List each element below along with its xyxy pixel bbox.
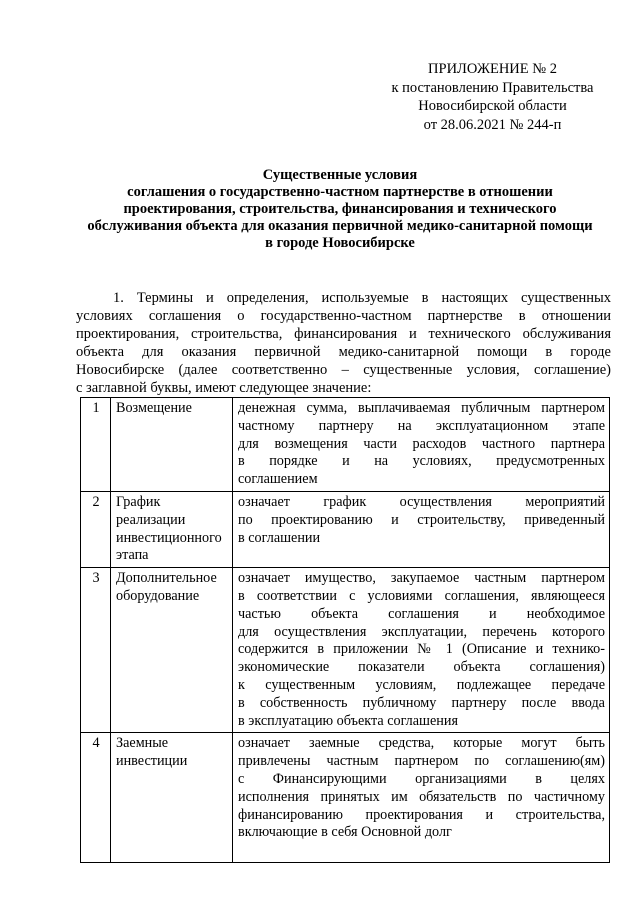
row-number: 4 bbox=[81, 733, 111, 863]
appendix-region: Новосибирской области bbox=[418, 98, 567, 114]
definition-line: соглашением bbox=[238, 471, 318, 488]
intro-line: с заглавной буквы, имеют следующее значение: bbox=[76, 380, 372, 396]
title-line: в городе Новосибирске bbox=[265, 235, 415, 251]
definition-cell bbox=[233, 733, 610, 863]
definition-line: частью объекта соглашения и необходимое bbox=[238, 605, 605, 622]
definition-cell bbox=[233, 568, 610, 733]
intro-line: 1. Термины и определения, используемые в настоящих существенных bbox=[113, 290, 611, 306]
intro-line: проектирования, строительства, финансирования и технического обслуживания bbox=[76, 326, 611, 342]
definition-line: для осуществления эксплуатации, перечень которого bbox=[238, 623, 605, 640]
title-line: соглашения о государственно-частном партнерстве в отношении bbox=[127, 184, 553, 200]
term-cell bbox=[111, 491, 233, 567]
term-line: оборудование bbox=[116, 587, 200, 604]
definition-line: финансированию проектирования и строительства, bbox=[238, 806, 605, 823]
term-line: этапа bbox=[116, 547, 149, 564]
row-number: 2 bbox=[81, 491, 111, 567]
definition-line: означает заемные средства, которые могут быть bbox=[238, 735, 605, 752]
term-line: Дополнительное bbox=[116, 570, 217, 587]
definition-line: в порядке и на условиях, предусмотренных bbox=[238, 453, 605, 470]
definition-line: в соответствии с условиями соглашения, являющееся bbox=[238, 587, 605, 604]
appendix-number: ПРИЛОЖЕНИЕ № 2 bbox=[428, 61, 557, 77]
definition-spacer bbox=[238, 842, 605, 860]
definition-line: содержится в приложении № 1 (Описание и технико- bbox=[238, 641, 605, 658]
definition-line: в собственность публичному партнеру после ввода bbox=[238, 694, 605, 711]
term-cell bbox=[111, 398, 233, 492]
row-number: 1 bbox=[81, 398, 111, 492]
term-line: инвестиционного bbox=[116, 529, 222, 546]
definition-cell bbox=[233, 491, 610, 567]
appendix-date: от 28.06.2021 № 244-п bbox=[423, 116, 562, 133]
definition-line: означает имущество, закупаемое частным партнером bbox=[238, 570, 605, 587]
document-title bbox=[70, 167, 610, 252]
intro-line: условиях соглашения о государственно-частном партнерстве в отношении bbox=[76, 308, 611, 324]
title-line: Существенные условия bbox=[262, 167, 418, 183]
definition-line: для возмещения части расходов частного партнера bbox=[238, 435, 605, 452]
term-line: реализации bbox=[116, 511, 186, 528]
term-line: Заемные bbox=[116, 735, 169, 752]
definition-line: частному партнеру на эксплуатационном этапе bbox=[238, 417, 605, 434]
definition-line: денежная сумма, выплачиваемая публичным партнером bbox=[238, 400, 605, 416]
term-cell bbox=[111, 568, 233, 733]
definition-line: по проектированию и строительству, приведенный bbox=[238, 511, 605, 528]
table-row bbox=[81, 491, 610, 567]
title-line: обслуживания объекта для оказания первичной медико-санитарной помощи bbox=[87, 218, 593, 234]
definition-line: экономические показатели объекта соглашения) bbox=[238, 659, 605, 676]
intro-line: объекта для оказания первичной медико-санитарной помощи в городе bbox=[76, 344, 611, 360]
definition-line: в соглашении bbox=[238, 529, 321, 546]
definition-line: включающие в себя Основной долг bbox=[238, 824, 452, 841]
definition-line: привлечены частным партнером по соглашению(ям) bbox=[238, 753, 605, 770]
terms-table bbox=[80, 397, 610, 863]
title-line: проектирования, строительства, финансирования и технического bbox=[123, 201, 557, 217]
table-row bbox=[81, 568, 610, 733]
definition-line: с Финансирующими организациями в целях bbox=[238, 770, 605, 787]
definition-line: к существенным условиям, подлежащее передаче bbox=[238, 676, 605, 693]
row-number: 3 bbox=[81, 568, 111, 733]
table-row bbox=[81, 733, 610, 863]
definition-line: означает график осуществления мероприятий bbox=[238, 493, 605, 510]
term-line: Возмещение bbox=[116, 400, 192, 416]
intro-paragraph bbox=[76, 289, 611, 397]
intro-line: Новосибирске (далее соответственно – существенные условия, соглашение) bbox=[76, 362, 611, 378]
definition-line: исполнения принятых им обязательств по частичному bbox=[238, 788, 605, 805]
term-cell bbox=[111, 733, 233, 863]
table-row bbox=[81, 398, 610, 492]
appendix-header bbox=[380, 60, 605, 134]
definition-line: в эксплуатацию объекта соглашения bbox=[238, 712, 458, 729]
definition-cell bbox=[233, 398, 610, 492]
term-line: График bbox=[116, 493, 161, 510]
appendix-reference: к постановлению Правительства bbox=[391, 79, 594, 96]
term-line: инвестиции bbox=[116, 753, 188, 770]
